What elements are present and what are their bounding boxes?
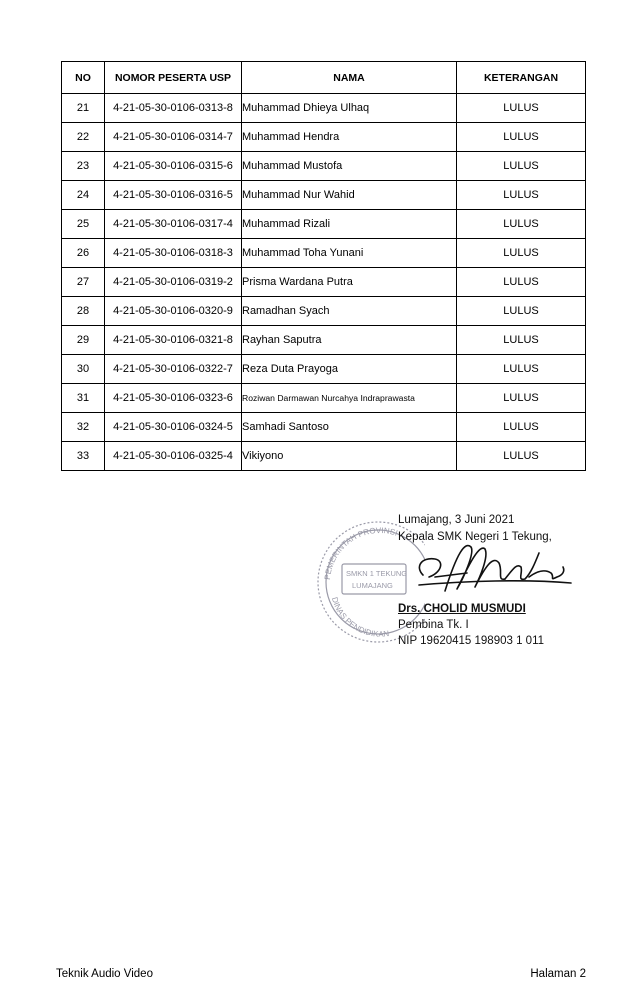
table-row <box>62 384 586 413</box>
cell-usp: 4-21-05-30-0106-0324-5 <box>105 413 242 442</box>
cell-nama: Muhammad Mustofa <box>242 152 457 181</box>
table-row <box>62 413 586 442</box>
cell-nama: Muhammad Toha Yunani <box>242 239 457 268</box>
cell-no: 24 <box>62 181 105 210</box>
cell-no: 33 <box>62 442 105 471</box>
cell-nama: Muhammad Dhieya Ulhaq <box>242 94 457 123</box>
cell-keterangan: LULUS <box>457 239 586 268</box>
cell-nama: Rayhan Saputra <box>242 326 457 355</box>
cell-keterangan: LULUS <box>457 355 586 384</box>
cell-nama: Samhadi Santoso <box>242 413 457 442</box>
cell-no: 29 <box>62 326 105 355</box>
stamp-center-text-1: SMKN 1 TEKUNG <box>346 569 408 578</box>
cell-usp: 4-21-05-30-0106-0313-8 <box>105 94 242 123</box>
table-row <box>62 210 586 239</box>
cell-nama: Ramadhan Syach <box>242 297 457 326</box>
cell-keterangan: LULUS <box>457 297 586 326</box>
cell-usp: 4-21-05-30-0106-0319-2 <box>105 268 242 297</box>
table-row <box>62 442 586 471</box>
table-header-row <box>62 62 586 94</box>
cell-keterangan: LULUS <box>457 413 586 442</box>
table-row <box>62 152 586 181</box>
table-row <box>62 355 586 384</box>
cell-no: 31 <box>62 384 105 413</box>
table-row <box>62 123 586 152</box>
header-nama: NAMA <box>242 62 457 94</box>
stamp-top-arc-text: PEMERINTAH PROVINSI <box>322 525 399 581</box>
cell-no: 26 <box>62 239 105 268</box>
signature-block <box>310 508 570 668</box>
results-table <box>61 61 586 471</box>
cell-keterangan: LULUS <box>457 181 586 210</box>
cell-usp: 4-21-05-30-0106-0318-3 <box>105 239 242 268</box>
cell-nama: Vikiyono <box>242 442 457 471</box>
cell-no: 32 <box>62 413 105 442</box>
cell-no: 27 <box>62 268 105 297</box>
signature-title: Kepala SMK Negeri 1 Tekung, <box>398 531 552 543</box>
header-keterangan: KETERANGAN <box>457 62 586 94</box>
cell-nama: Roziwan Darmawan Nurcahya Indraprawasta <box>242 384 457 413</box>
cell-keterangan: LULUS <box>457 268 586 297</box>
footer-program: Teknik Audio Video <box>56 968 153 980</box>
cell-no: 21 <box>62 94 105 123</box>
table-row <box>62 268 586 297</box>
signatory-rank: Pembina Tk. I <box>398 619 469 631</box>
header-nomor-peserta-usp: NOMOR PESERTA USP <box>105 62 242 94</box>
signatory-name: Drs. CHOLID MUSMUDI <box>398 603 526 615</box>
cell-keterangan: LULUS <box>457 442 586 471</box>
cell-nama: Muhammad Nur Wahid <box>242 181 457 210</box>
stamp-center-text-2: LUMAJANG <box>352 581 393 590</box>
cell-no: 23 <box>62 152 105 181</box>
cell-usp: 4-21-05-30-0106-0314-7 <box>105 123 242 152</box>
table-row <box>62 181 586 210</box>
cell-nama: Prisma Wardana Putra <box>242 268 457 297</box>
cell-usp: 4-21-05-30-0106-0321-8 <box>105 326 242 355</box>
header-no: NO <box>62 62 105 94</box>
signatory-nip: NIP 19620415 198903 1 011 <box>398 635 545 647</box>
cell-keterangan: LULUS <box>457 326 586 355</box>
cell-no: 28 <box>62 297 105 326</box>
cell-usp: 4-21-05-30-0106-0322-7 <box>105 355 242 384</box>
cell-keterangan: LULUS <box>457 210 586 239</box>
table-row <box>62 297 586 326</box>
cell-keterangan: LULUS <box>457 152 586 181</box>
cell-usp: 4-21-05-30-0106-0315-6 <box>105 152 242 181</box>
cell-nama: Muhammad Hendra <box>242 123 457 152</box>
cell-keterangan: LULUS <box>457 123 586 152</box>
stamp-bottom-arc-text: DINAS PENDIDIKAN <box>329 595 390 639</box>
cell-no: 30 <box>62 355 105 384</box>
cell-usp: 4-21-05-30-0106-0323-6 <box>105 384 242 413</box>
table-row <box>62 94 586 123</box>
cell-usp: 4-21-05-30-0106-0316-5 <box>105 181 242 210</box>
table-row <box>62 326 586 355</box>
cell-nama: Reza Duta Prayoga <box>242 355 457 384</box>
cell-no: 22 <box>62 123 105 152</box>
handwritten-signature-icon <box>405 533 575 603</box>
cell-keterangan: LULUS <box>457 384 586 413</box>
footer-page-number: Halaman 2 <box>530 968 586 980</box>
signature-date: Lumajang, 3 Juni 2021 <box>398 514 515 526</box>
cell-nama: Muhammad Rizali <box>242 210 457 239</box>
cell-keterangan: LULUS <box>457 94 586 123</box>
cell-usp: 4-21-05-30-0106-0325-4 <box>105 442 242 471</box>
cell-no: 25 <box>62 210 105 239</box>
table-row <box>62 239 586 268</box>
cell-usp: 4-21-05-30-0106-0320-9 <box>105 297 242 326</box>
cell-usp: 4-21-05-30-0106-0317-4 <box>105 210 242 239</box>
